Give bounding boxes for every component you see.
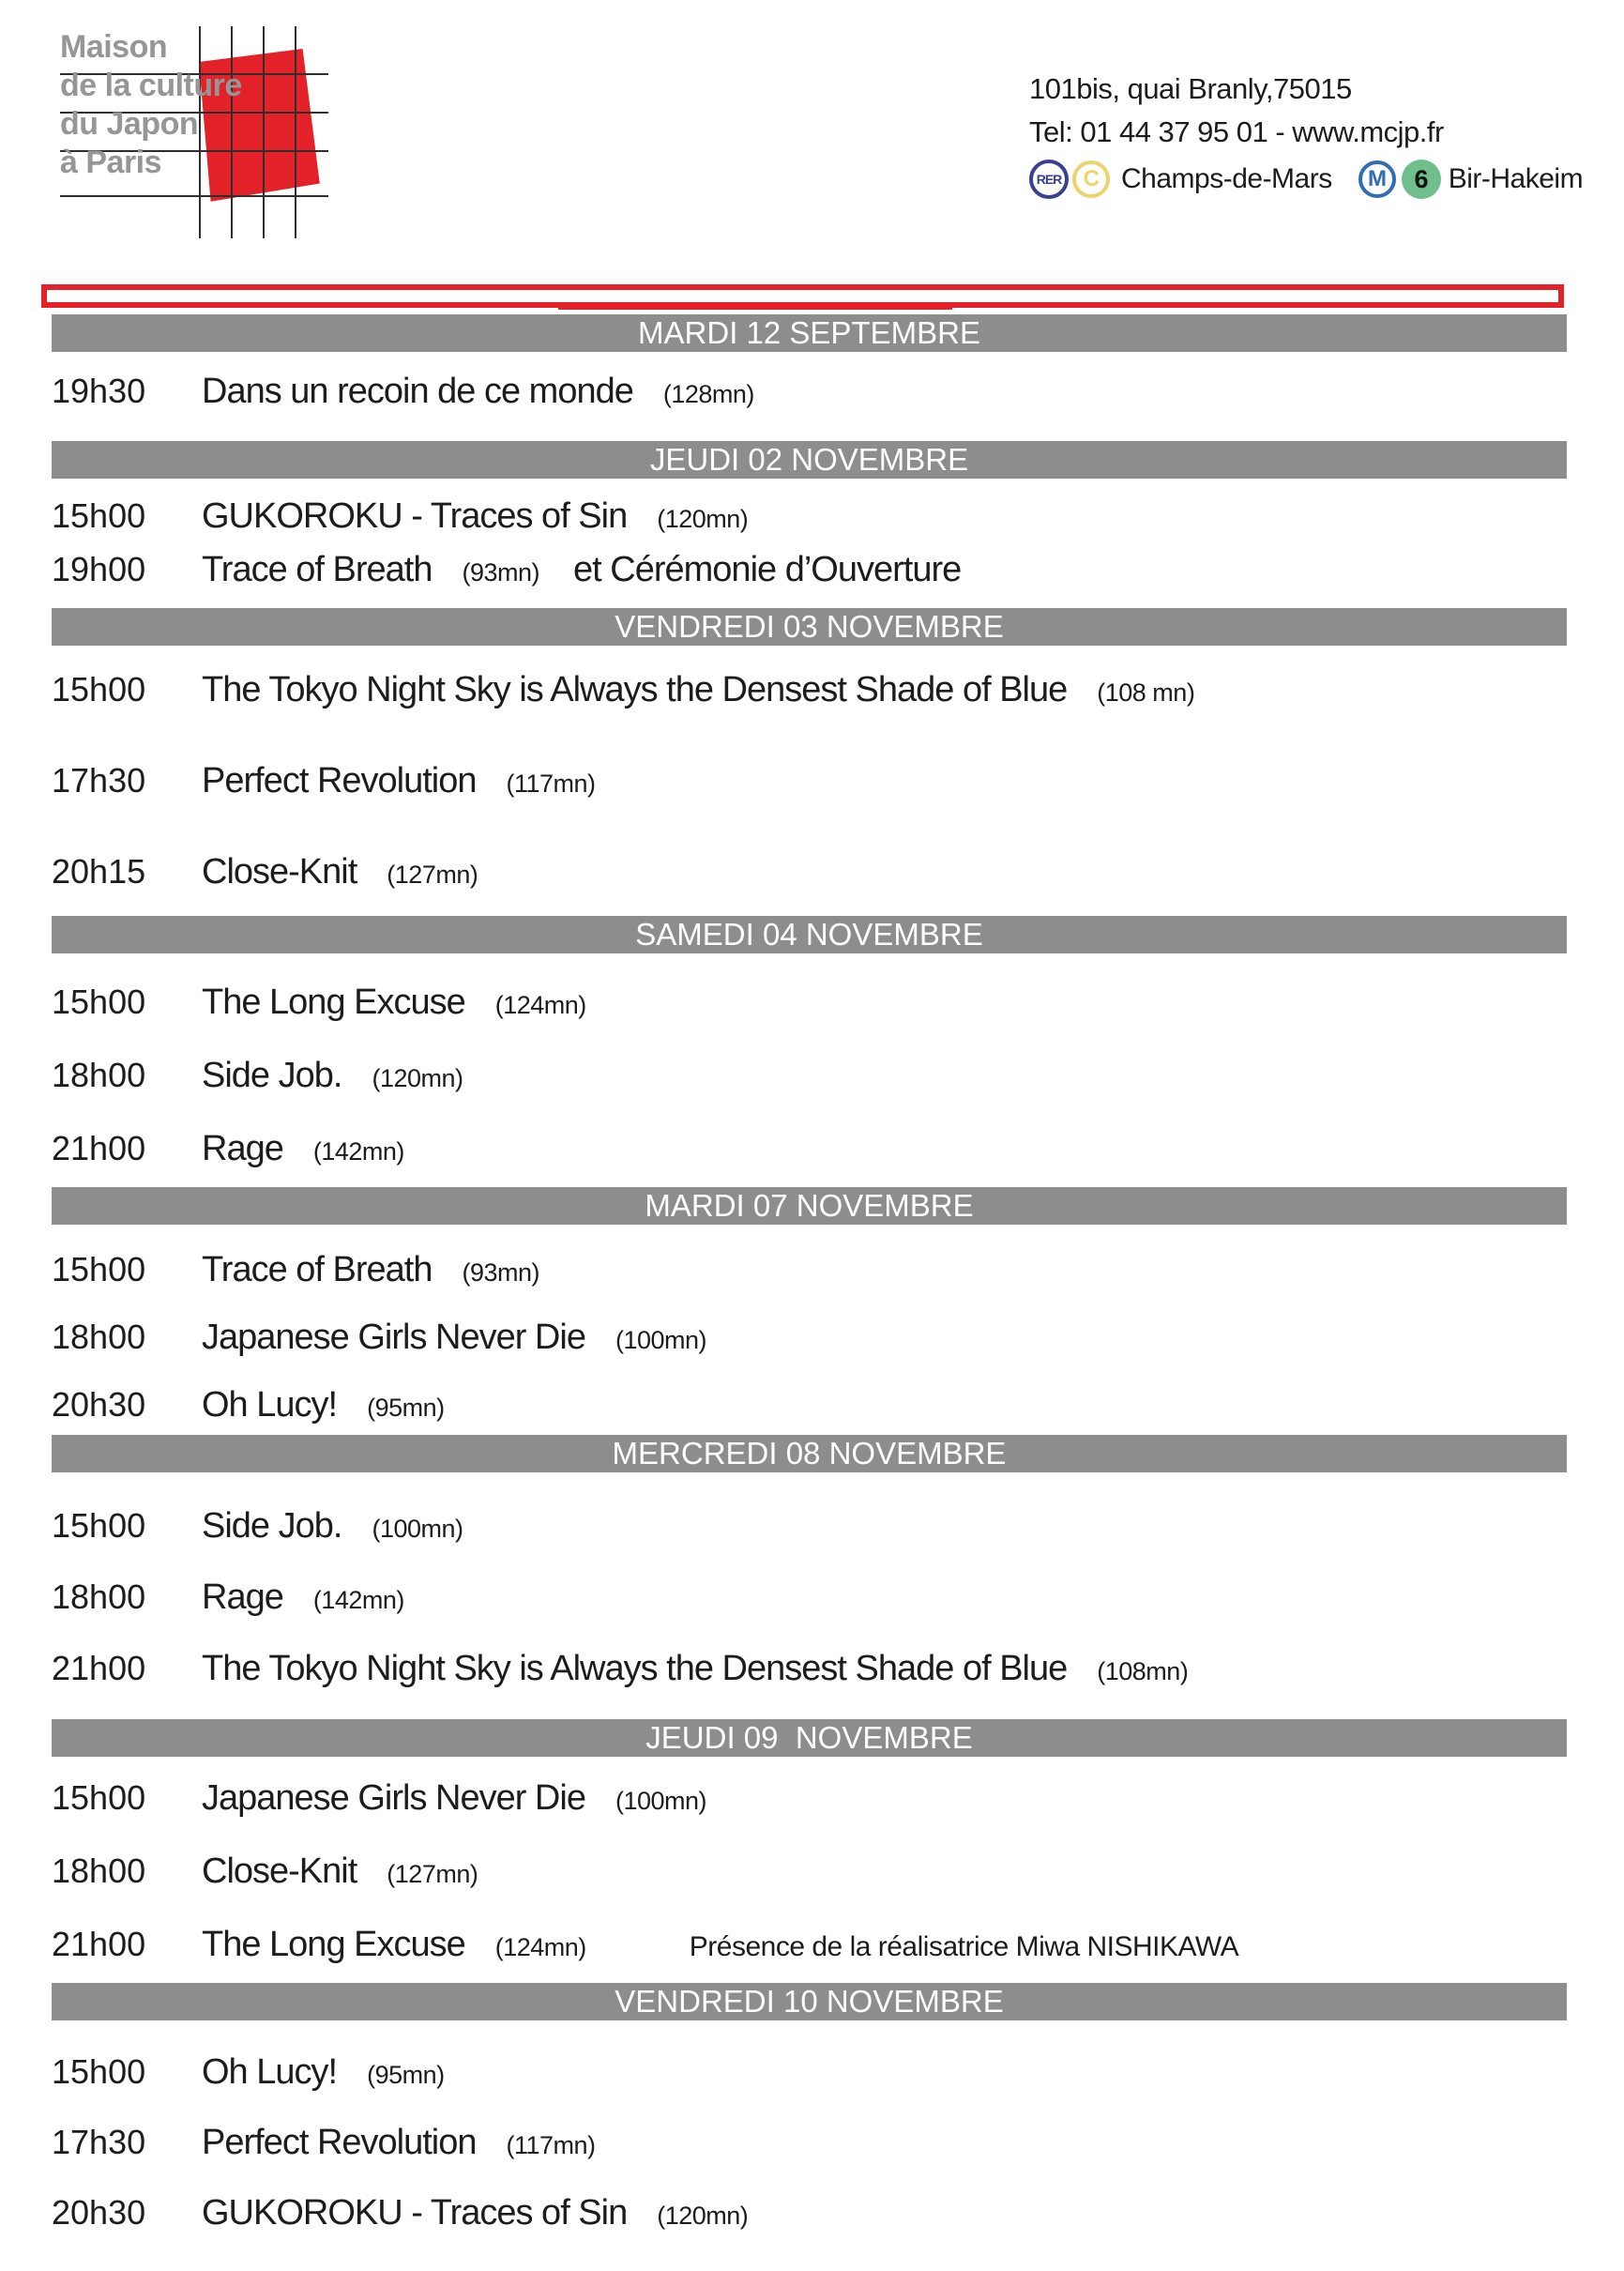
screening-row	[0, 1505, 1624, 1549]
screening-row	[0, 982, 1624, 1026]
logo-text-line: à Paris	[60, 145, 162, 180]
film-duration: (142mn)	[312, 1137, 404, 1166]
day-section	[0, 1187, 1624, 1428]
date-banner: VENDREDI 03 NOVEMBRE	[52, 608, 1567, 646]
screening-time: 15h00	[52, 2052, 146, 2091]
film-duration: (120mn)	[657, 505, 749, 533]
date-banner: MARDI 07 NOVEMBRE	[52, 1187, 1567, 1225]
header	[0, 0, 1624, 284]
screening-row	[0, 1648, 1624, 1692]
film-duration: (142mn)	[312, 1586, 404, 1614]
day-section	[0, 1983, 1624, 2236]
screening-time: 18h00	[52, 1318, 146, 1356]
screening-row	[0, 549, 1624, 593]
screening-time: 20h30	[52, 2193, 146, 2232]
film-title: Perfect Revolution	[202, 2123, 477, 2162]
screening-row	[0, 1924, 1624, 1968]
rer-line-c-icon: C	[1072, 160, 1110, 198]
screening-time: 21h00	[52, 1129, 146, 1167]
film-duration: (108mn)	[1097, 1657, 1189, 1685]
film-duration: (93mn)	[462, 1258, 540, 1287]
date-banner: JEUDI 02 NOVEMBRE	[52, 441, 1567, 479]
date-banner: VENDREDI 10 NOVEMBRE	[52, 1983, 1567, 2020]
logo-text-line: du Japon	[60, 106, 199, 142]
contact-info	[1029, 68, 1583, 201]
rer-station: Champs-de-Mars	[1121, 163, 1332, 194]
screening-note: Présence de la réalisatrice Miwa NISHIKAWA	[689, 1931, 1239, 1962]
film-duration: (124mn)	[494, 1933, 586, 1961]
date-banner: MARDI 12 SEPTEMBRE	[52, 314, 1567, 352]
screening-time: 19h30	[52, 372, 146, 410]
screening-row	[0, 1128, 1624, 1172]
film-title: GUKOROKU - Traces of Sin	[202, 2193, 628, 2233]
screening-time: 17h30	[52, 2123, 146, 2161]
film-title: Side Job.	[202, 1056, 342, 1095]
film-duration: (117mn)	[506, 2131, 596, 2159]
film-title: Japanese Girls Never Die	[202, 1778, 585, 1818]
film-title: Side Job.	[202, 1506, 342, 1546]
metro-station: Bir-Hakeim	[1448, 163, 1584, 194]
film-title: The Tokyo Night Sky is Always the Densest Shade of Blue	[202, 1649, 1068, 1688]
screening-row	[0, 495, 1624, 540]
screening-time: 15h00	[52, 1506, 146, 1545]
day-section	[0, 1435, 1624, 1692]
film-duration: (100mn)	[372, 1515, 463, 1543]
film-title: Close-Knit	[202, 852, 357, 892]
logo-grid-hline	[60, 195, 328, 197]
screening-time: 20h15	[52, 852, 146, 891]
screening-row	[0, 1577, 1624, 1621]
screening-row	[0, 760, 1624, 804]
film-title: Rage	[202, 1129, 283, 1168]
screening-time: 19h00	[52, 550, 146, 588]
rer-icon: RER	[1029, 160, 1069, 199]
logo-grid-vline	[295, 26, 296, 238]
metro-line-6-icon: 6	[1402, 160, 1441, 199]
film-duration: (120mn)	[657, 2202, 749, 2230]
screening-row	[0, 2051, 1624, 2096]
film-title: Japanese Girls Never Die	[202, 1318, 585, 1357]
screening-row	[0, 851, 1624, 895]
screening-time: 15h00	[52, 983, 146, 1021]
film-title: Close-Knit	[202, 1852, 357, 1891]
screening-time: 15h00	[52, 670, 146, 709]
logo-text-line: Maison	[60, 29, 168, 65]
screening-time: 15h00	[52, 496, 146, 535]
screening-row	[0, 2122, 1624, 2166]
film-duration: (120mn)	[372, 1064, 463, 1092]
screening-row	[0, 1055, 1624, 1099]
film-duration: (100mn)	[615, 1787, 707, 1815]
transit-info	[1029, 158, 1583, 201]
screening-note: et Cérémonie d’Ouverture	[573, 550, 962, 589]
screening-row	[0, 1851, 1624, 1895]
screening-time: 20h30	[52, 1385, 146, 1424]
film-title: The Long Excuse	[202, 1925, 465, 1964]
day-section	[0, 1719, 1624, 1968]
film-title: Rage	[202, 1578, 283, 1617]
mcjp-logo	[60, 28, 242, 182]
screening-time: 15h00	[52, 1250, 146, 1288]
date-banner: JEUDI 09 NOVEMBRE	[52, 1719, 1567, 1757]
red-divider-bar	[41, 284, 1564, 308]
film-title: The Long Excuse	[202, 983, 465, 1022]
tel-web: Tel: 01 44 37 95 01 - www.mcjp.fr	[1029, 115, 1444, 148]
film-duration: (124mn)	[494, 991, 586, 1019]
film-duration: (95mn)	[367, 1394, 445, 1422]
screening-time: 18h00	[52, 1578, 146, 1616]
screening-time: 18h00	[52, 1852, 146, 1890]
film-duration: (93mn)	[462, 558, 540, 587]
screening-row	[0, 2192, 1624, 2236]
address: 101bis, quai Branly,75015	[1029, 72, 1352, 105]
film-duration: (128mn)	[662, 380, 754, 408]
screening-row	[0, 669, 1624, 713]
day-section	[0, 608, 1624, 895]
day-section	[0, 441, 1624, 593]
film-duration: (100mn)	[615, 1326, 707, 1354]
screening-time: 21h00	[52, 1649, 146, 1687]
logo-text-line: de la culture	[60, 68, 242, 103]
film-duration: (95mn)	[367, 2061, 445, 2089]
logo-grid-vline	[263, 26, 265, 238]
date-banner: SAMEDI 04 NOVEMBRE	[52, 916, 1567, 953]
day-section	[0, 916, 1624, 1172]
red-divider-accent	[558, 302, 952, 310]
film-title: Trace of Breath	[202, 550, 433, 589]
schedule	[0, 314, 1624, 2236]
date-banner: MERCREDI 08 NOVEMBRE	[52, 1435, 1567, 1472]
film-duration: (127mn)	[387, 861, 478, 889]
film-title: Oh Lucy!	[202, 2052, 338, 2092]
screening-row	[0, 1777, 1624, 1821]
film-duration: (127mn)	[387, 1860, 478, 1888]
day-section	[0, 314, 1624, 415]
film-title: Dans un recoin de ce monde	[202, 372, 633, 411]
screening-time: 15h00	[52, 1778, 146, 1817]
metro-icon: M	[1358, 160, 1396, 198]
screening-row	[0, 1384, 1624, 1428]
film-title: The Tokyo Night Sky is Always the Densest Shade of Blue	[202, 670, 1068, 709]
screening-time: 21h00	[52, 1925, 146, 1963]
screening-time: 17h30	[52, 761, 146, 800]
screening-row	[0, 1317, 1624, 1361]
film-title: Perfect Revolution	[202, 761, 477, 800]
screening-time: 18h00	[52, 1056, 146, 1094]
film-title: Trace of Breath	[202, 1250, 433, 1289]
screening-row	[0, 1249, 1624, 1293]
screening-row	[0, 371, 1624, 415]
film-title: Oh Lucy!	[202, 1385, 338, 1425]
film-duration: (117mn)	[506, 770, 596, 798]
film-title: GUKOROKU - Traces of Sin	[202, 496, 628, 536]
film-duration: (108 mn)	[1097, 678, 1195, 707]
